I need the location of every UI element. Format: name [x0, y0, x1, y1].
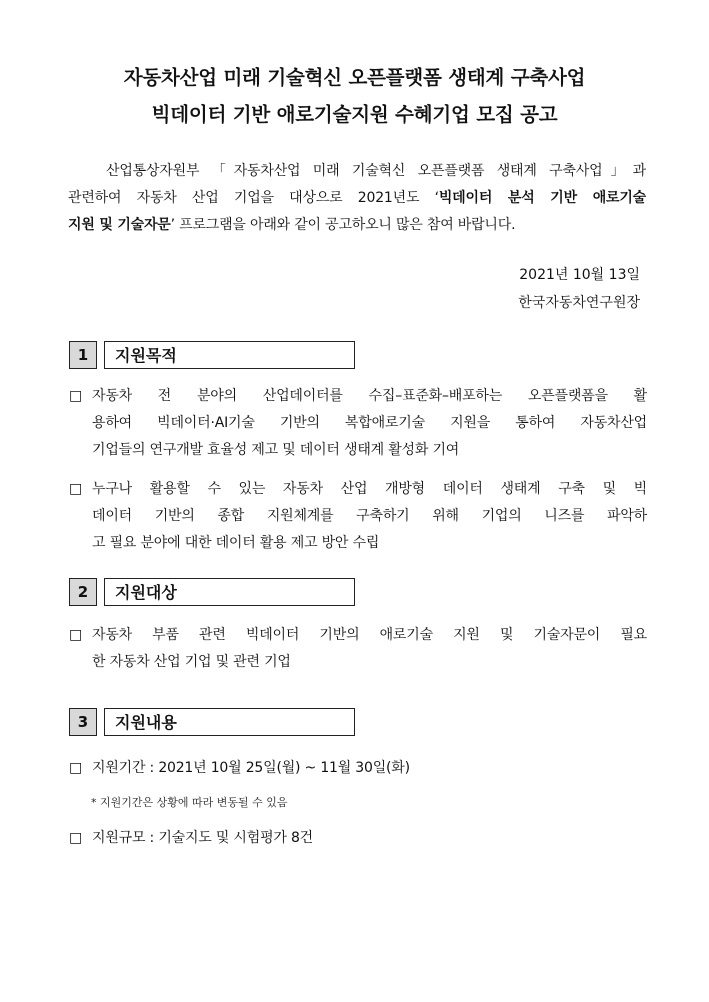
item-line: 한 자동차 산업 기업 및 관련 기업 [92, 654, 291, 670]
item-line: 기업들의 연구개발 효율성 제고 및 데이터 생태계 활성화 기여 [92, 442, 460, 458]
intro-line-2 [68, 185, 646, 212]
section-2-item-1 [69, 622, 647, 676]
intro-line-1: 산업통상자원부 「자동차산업 미래 기술혁신 오픈플랫폼 생태계 구축사업」과 [106, 163, 646, 179]
intro-paragraph [68, 158, 646, 239]
item-line: 데이터 기반의 종합 지원체계를 구축하기 위해 기업의 니즈를 파악하 [92, 508, 647, 524]
section-title: 지원목적 [104, 341, 355, 369]
section-1-item-2 [69, 476, 647, 557]
support-scale-text: 지원규모 : 기술지도 및 시험평가 8건 [92, 830, 314, 846]
item-line: 자동차 전 분야의 산업데이터를 수집–표준화–배포하는 오픈플랫폼을 활 [92, 388, 647, 404]
program-name-part-2: 지원 및 기술자문 [68, 217, 171, 233]
intro-line-2-text: 관련하여 자동차 산업 기업을 대상으로 2021년도 ‘ [68, 190, 439, 206]
title-line-1: 자동차산업 미래 기술혁신 오픈플랫폼 생태계 구축사업 [123, 66, 586, 89]
item-line: 자동차 부품 관련 빅데이터 기반의 애로기술 지원 및 기술자문이 필요 [92, 627, 647, 643]
checkbox-icon: □ [69, 627, 83, 643]
issuing-organization: 한국자동차연구원장 [518, 295, 640, 311]
section-title: 지원내용 [104, 708, 355, 736]
item-line: 용하여 빅데이터·AI기술 기반의 복합애로기술 지원을 통하여 자동차산업 [92, 415, 647, 431]
support-scale-item [69, 825, 647, 852]
section-title: 지원대상 [104, 578, 355, 606]
item-line: 고 필요 분야에 대한 데이터 활용 제고 방안 수립 [92, 535, 380, 551]
item-line: 누구나 활용할 수 있는 자동차 산업 개방형 데이터 생태계 구축 및 빅 [92, 481, 647, 497]
checkbox-icon: □ [69, 481, 83, 497]
section-number: 2 [69, 578, 97, 606]
checkbox-icon: □ [69, 760, 83, 776]
program-name-part-1: 빅데이터 분석 기반 애로기술 [438, 190, 646, 206]
support-period-text: 지원기간 : 2021년 10월 25일(월) ~ 11월 30일(화) [92, 760, 410, 776]
support-period-item [69, 755, 647, 782]
announcement-date: 2021년 10월 13일 [519, 267, 640, 283]
title-line-2: 빅데이터 기반 애로기술지원 수혜기업 모집 공고 [151, 103, 558, 126]
checkbox-icon: □ [69, 830, 83, 846]
checkbox-icon: □ [69, 388, 83, 404]
section-number: 3 [69, 708, 97, 736]
section-1-item-1 [69, 383, 647, 464]
intro-line-3-text: ’ 프로그램을 아래와 같이 공고하오니 많은 참여 바랍니다. [170, 217, 516, 233]
support-period-note: * 지원기간은 상황에 따라 변동될 수 있음 [91, 796, 288, 809]
intro-line-3 [68, 212, 646, 239]
section-number: 1 [69, 341, 97, 369]
